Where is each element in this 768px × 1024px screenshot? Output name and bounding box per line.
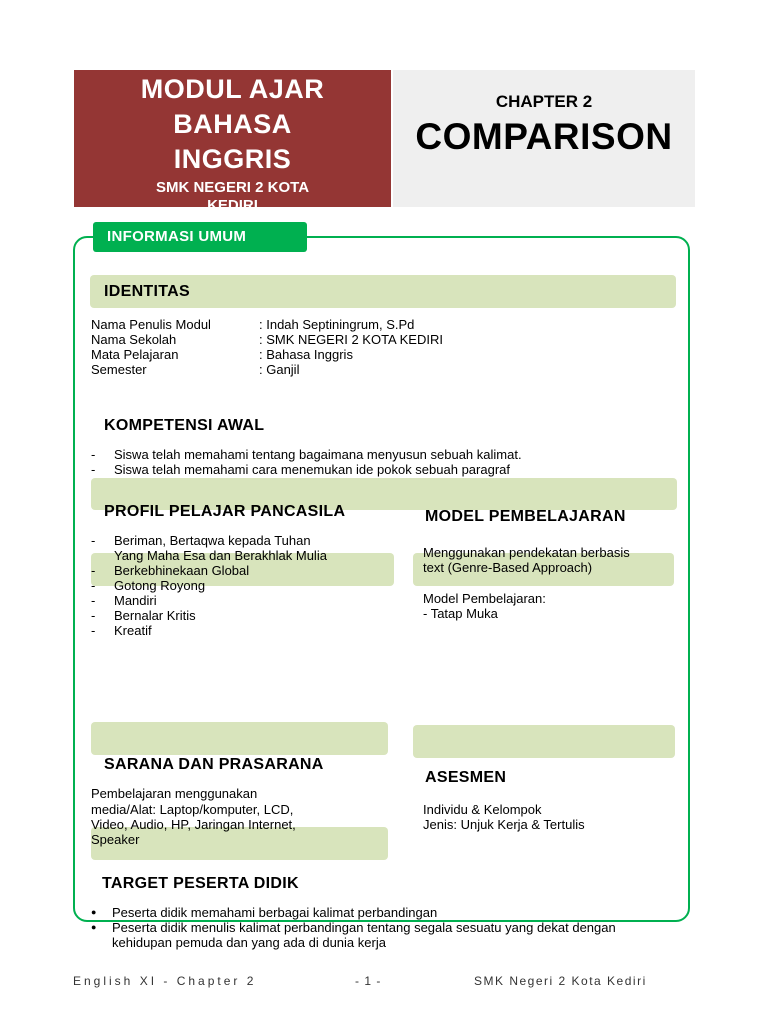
identitas-key: Semester — [91, 362, 147, 377]
identitas-heading: IDENTITAS — [104, 283, 190, 300]
footer-school: SMK Negeri 2 Kota Kediri — [474, 974, 647, 988]
identitas-value: : Indah Septiningrum, S.Pd — [259, 317, 415, 332]
asesmen-line2: Jenis: Unjuk Kerja & Tertulis — [423, 817, 585, 832]
profil-pelajar-list — [91, 533, 341, 638]
sarana-heading: SARANA DAN PRASARANA — [104, 756, 324, 773]
sarana-line3: Video, Audio, HP, Jaringan Internet, — [91, 817, 296, 832]
kompetensi-awal-heading: KOMPETENSI AWAL — [104, 417, 265, 434]
identitas-value: : SMK NEGERI 2 KOTA KEDIRI — [259, 332, 443, 347]
chapter-label: CHAPTER 2 — [495, 92, 593, 111]
asesmen-band — [413, 725, 675, 758]
target-heading: TARGET PESERTA DIDIK — [102, 875, 299, 892]
chapter-block — [393, 70, 695, 207]
identitas-row — [91, 332, 651, 347]
kompetensi-awal-list — [91, 447, 671, 477]
profil-pelajar-heading: PROFIL PELAJAR PANCASILA — [104, 503, 346, 520]
target-list — [89, 905, 679, 950]
list-item: - Bernalar Kritis — [91, 608, 341, 623]
identitas-row — [91, 362, 651, 377]
model-label: Model Pembelajaran: — [423, 591, 546, 606]
module-title-block — [74, 70, 391, 214]
footer-page-number: - 1 - — [355, 974, 382, 988]
model-pembelajaran-heading: MODEL PEMBELAJARAN — [425, 508, 626, 525]
sarana-line2: media/Alat: Laptop/komputer, LCD, — [91, 802, 294, 817]
module-title-line1: MODUL AJAR — [140, 74, 325, 104]
identitas-key: Mata Pelajaran — [91, 347, 179, 362]
model-desc-line1: Menggunakan pendekatan berbasis — [423, 545, 630, 560]
list-item: - Berkebhinekaan Global — [91, 563, 341, 578]
school-name-line1: SMK NEGERI 2 KOTA — [155, 179, 310, 196]
identitas-value: : Bahasa Inggris — [259, 347, 353, 362]
chapter-topic: COMPARISON — [415, 116, 673, 157]
identitas-key: Nama Sekolah — [91, 332, 177, 347]
list-item: ● Peserta didik memahami berbagai kalimat perbandingan — [89, 905, 679, 920]
module-title-line2: BAHASA — [173, 109, 292, 139]
identitas-table — [91, 317, 651, 377]
identitas-row — [91, 317, 651, 332]
footer-course: English XI - Chapter 2 — [73, 974, 257, 988]
list-item: - Siswa telah memahami tentang bagaimana menyusun sebuah kalimat. — [91, 447, 671, 462]
asesmen-heading: ASESMEN — [425, 769, 507, 786]
module-title-line3: INGGRIS — [173, 144, 292, 174]
sarana-band — [91, 722, 388, 755]
section-tab-informasi-umum: INFORMASI UMUM — [93, 222, 307, 252]
list-item: - Gotong Royong — [91, 578, 341, 593]
list-item: - Beriman, Bertaqwa kepada Tuhan Yang Maha Esa dan Berakhlak Mulia — [91, 533, 341, 563]
model-value: - Tatap Muka — [423, 606, 498, 621]
sarana-line1: Pembelajaran menggunakan — [91, 786, 258, 801]
school-name-line2: KEDIRI — [207, 197, 258, 214]
sarana-line4: Speaker — [91, 832, 140, 847]
list-item: - Kreatif — [91, 623, 341, 638]
list-item: ● Peserta didik menulis kalimat perbandingan tentang segala sesuatu yang dekat dengan kehidupan pemuda dan yang ada di dunia kerja — [89, 920, 679, 950]
list-item: - Siswa telah memahami cara menemukan ide pokok sebuah paragraf — [91, 462, 671, 477]
identitas-value: : Ganjil — [259, 362, 300, 377]
asesmen-line1: Individu & Kelompok — [423, 802, 542, 817]
identitas-row — [91, 347, 651, 362]
identitas-key: Nama Penulis Modul — [91, 317, 211, 332]
model-desc-line2: text (Genre-Based Approach) — [423, 560, 593, 575]
list-item: - Mandiri — [91, 593, 341, 608]
